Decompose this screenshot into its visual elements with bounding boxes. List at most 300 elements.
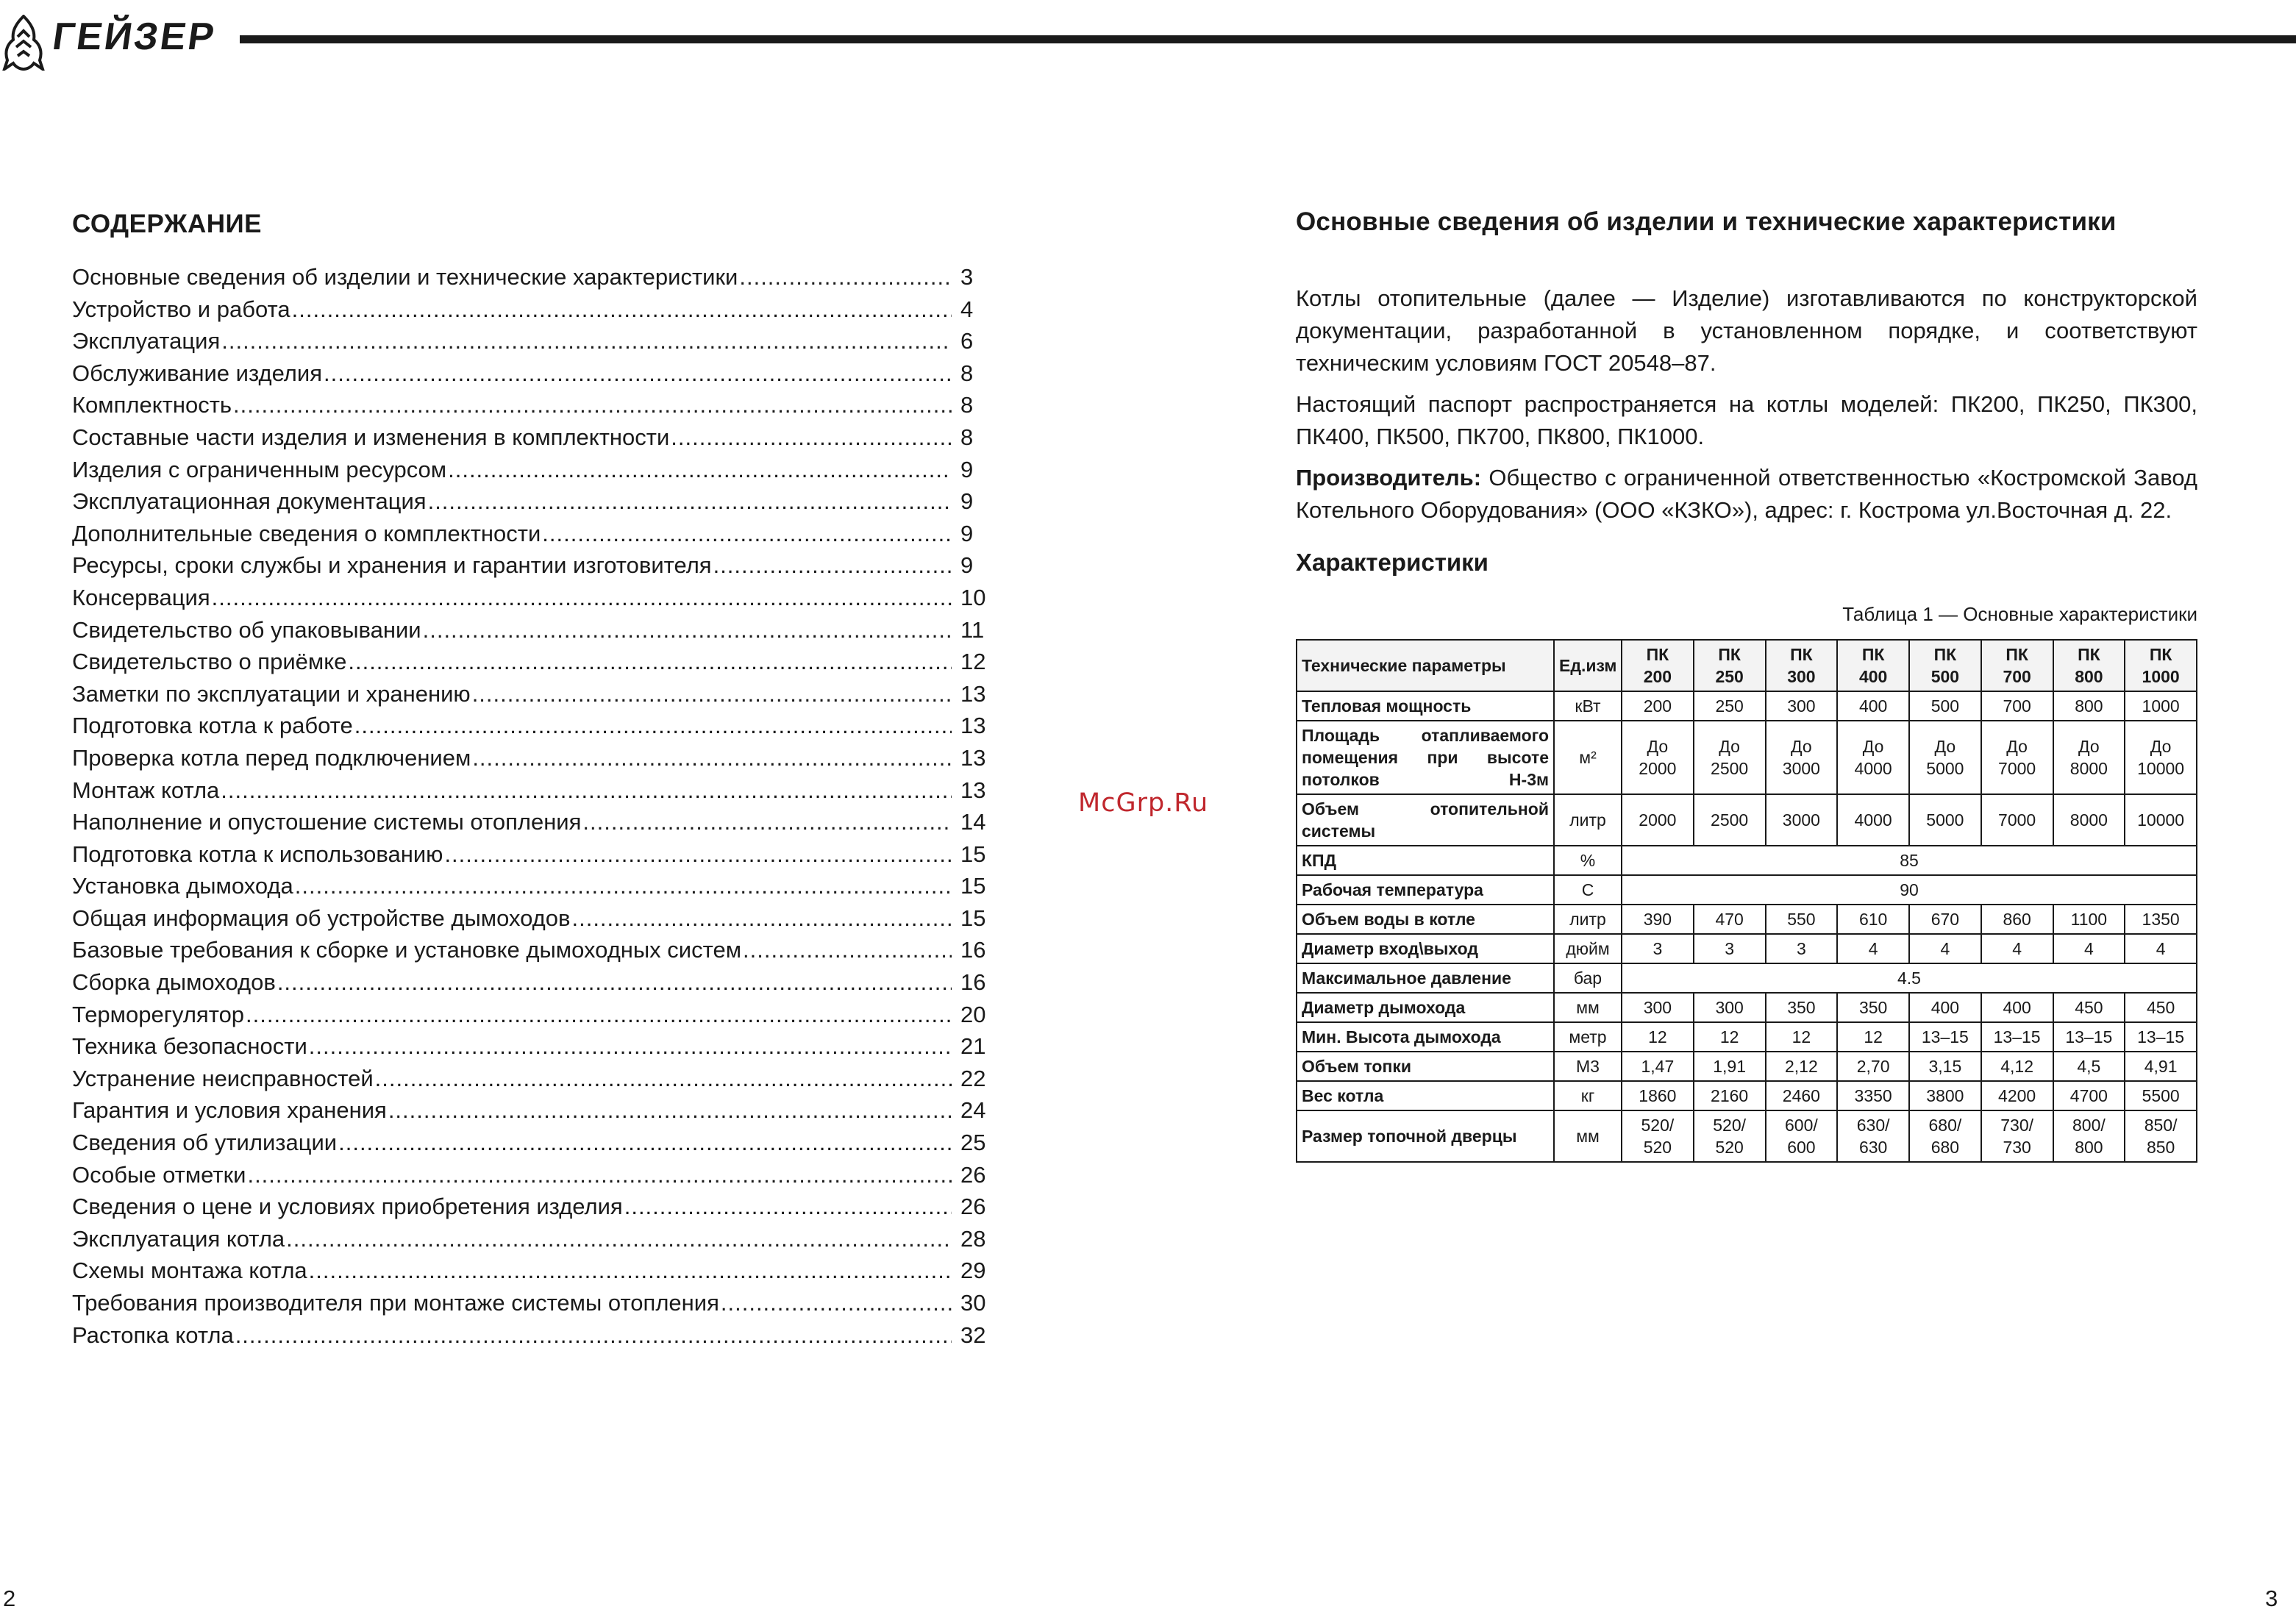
model-number: 700 xyxy=(2003,667,2031,686)
param-cell: Рабочая температура xyxy=(1297,875,1554,905)
toc-item-page: 3 xyxy=(960,264,974,290)
toc-item-label: Сборка дымоходов xyxy=(72,969,276,996)
toc-dot-leader xyxy=(472,678,952,710)
toc-item-page: 30 xyxy=(960,1290,986,1316)
unit-cell: С xyxy=(1554,875,1622,905)
value-cell: 700 xyxy=(1981,691,2053,721)
toc-item-label: Свидетельство об упаковывании xyxy=(72,616,421,643)
geyser-logo-icon xyxy=(1,15,46,71)
toc-item-label: Базовые требования к сборке и установке дымоходных систем xyxy=(72,937,742,963)
toc-item-page: 20 xyxy=(960,1001,986,1027)
value-cell: 200 xyxy=(1622,691,1694,721)
unit-cell: М3 xyxy=(1554,1052,1622,1081)
toc-item-page: 28 xyxy=(960,1225,986,1252)
toc-item-page: 8 xyxy=(960,392,974,418)
value-cell: 850/ 850 xyxy=(2125,1110,2197,1162)
toc-dot-leader xyxy=(671,421,952,454)
toc-item-label: Эксплуатация xyxy=(72,328,221,354)
value-cell: 390 xyxy=(1622,905,1694,934)
toc-item[interactable] xyxy=(72,1223,993,1255)
toc-item[interactable] xyxy=(72,774,993,807)
characteristics-title: Характеристики xyxy=(1296,549,1489,576)
value-cell: 2160 xyxy=(1694,1081,1766,1110)
toc-dot-leader xyxy=(444,838,952,871)
toc-item-label: Требования производителя при монтаже системы отопления xyxy=(72,1290,719,1316)
value-cell: 4,91 xyxy=(2125,1052,2197,1081)
param-cell: Объем воды в котле xyxy=(1297,905,1554,934)
toc-item-label: Терморегулятор xyxy=(72,1001,245,1027)
model-prefix: ПК xyxy=(1790,645,1813,664)
param-cell: Вес котла xyxy=(1297,1081,1554,1110)
model-number: 250 xyxy=(1715,667,1744,686)
toc-item-label: Подготовка котла к работе xyxy=(72,713,353,739)
value-cell: 12 xyxy=(1622,1022,1694,1052)
model-number: 1000 xyxy=(2142,667,2180,686)
param-cell: Площадь отапливаемого помещения при высоте потолков Н-3м xyxy=(1297,721,1554,794)
toc-item-page: 9 xyxy=(960,552,974,579)
toc-item[interactable] xyxy=(72,454,993,486)
value-cell: 520/ 520 xyxy=(1694,1110,1766,1162)
unit-cell: мм xyxy=(1554,1110,1622,1162)
column-header-model xyxy=(1909,640,1981,691)
toc-item[interactable] xyxy=(72,999,993,1031)
value-cell: До 3000 xyxy=(1766,721,1838,794)
toc-item[interactable] xyxy=(72,549,993,582)
header-rule xyxy=(240,35,2296,43)
value-cell: 350 xyxy=(1837,993,1909,1022)
toc-dot-leader xyxy=(295,870,952,902)
toc-dot-leader xyxy=(246,999,952,1031)
toc-dot-leader xyxy=(277,966,952,999)
watermark: McGrp.Ru xyxy=(1078,788,1209,818)
toc-item[interactable] xyxy=(72,1063,993,1095)
column-header-unit: Ед.изм xyxy=(1554,640,1622,691)
toc-dot-leader xyxy=(286,1223,952,1255)
merged-value-cell: 85 xyxy=(1622,846,2197,875)
value-cell: 13–15 xyxy=(2125,1022,2197,1052)
toc-dot-leader xyxy=(388,1094,952,1127)
toc-dot-leader xyxy=(221,774,952,807)
value-cell: 2000 xyxy=(1622,794,1694,846)
value-cell: До 2000 xyxy=(1622,721,1694,794)
value-cell: 4,12 xyxy=(1981,1052,2053,1081)
value-cell: 470 xyxy=(1694,905,1766,934)
unit-cell: литр xyxy=(1554,794,1622,846)
spec-table-body xyxy=(1297,691,2197,1162)
toc-item-page: 32 xyxy=(960,1322,986,1348)
toc-item-label: Монтаж котла xyxy=(72,777,220,803)
toc-item-page: 15 xyxy=(960,841,986,867)
model-prefix: ПК xyxy=(1718,645,1741,664)
value-cell: 13–15 xyxy=(2053,1022,2125,1052)
toc-item[interactable] xyxy=(72,838,993,871)
value-cell: До 8000 xyxy=(2053,721,2125,794)
toc-item[interactable] xyxy=(72,421,993,454)
toc-item[interactable] xyxy=(72,742,993,774)
value-cell: 350 xyxy=(1766,993,1838,1022)
model-number: 200 xyxy=(1643,667,1672,686)
toc-item-page: 29 xyxy=(960,1258,986,1284)
param-cell: Размер топочной дверцы xyxy=(1297,1110,1554,1162)
toc-item-label: Заметки по эксплуатации и хранению xyxy=(72,680,471,707)
unit-cell: литр xyxy=(1554,905,1622,934)
toc-item[interactable] xyxy=(72,1094,993,1127)
table-row xyxy=(1297,794,2197,846)
value-cell: 4 xyxy=(1909,934,1981,963)
value-cell: 1000 xyxy=(2125,691,2197,721)
toc-dot-leader xyxy=(739,261,952,293)
value-cell: 10000 xyxy=(2125,794,2197,846)
toc-item[interactable] xyxy=(72,1191,993,1223)
toc-item-label: Ресурсы, сроки службы и хранения и гарантии изготовителя xyxy=(72,552,712,579)
model-prefix: ПК xyxy=(2078,645,2100,664)
toc-item-label: Наполнение и опустошение системы отопления xyxy=(72,809,582,835)
page-header xyxy=(0,0,2296,81)
unit-cell: м² xyxy=(1554,721,1622,794)
model-prefix: ПК xyxy=(1861,645,1885,664)
unit-cell: кВт xyxy=(1554,691,1622,721)
toc-dot-leader xyxy=(713,549,952,582)
toc-dot-leader xyxy=(309,1030,952,1063)
value-cell: 3 xyxy=(1694,934,1766,963)
value-cell: 7000 xyxy=(1981,794,2053,846)
toc-item-label: Сведения о цене и условиях приобретения изделия xyxy=(72,1194,623,1220)
toc-dot-leader xyxy=(582,806,952,838)
value-cell: 520/ 520 xyxy=(1622,1110,1694,1162)
value-cell: 400 xyxy=(1981,993,2053,1022)
toc-item[interactable] xyxy=(72,293,993,326)
toc-item[interactable] xyxy=(72,1255,993,1287)
toc-item[interactable] xyxy=(72,614,993,646)
value-cell: 3,15 xyxy=(1909,1052,1981,1081)
value-cell: 500 xyxy=(1909,691,1981,721)
value-cell: 8000 xyxy=(2053,794,2125,846)
toc-item-label: Комплектность xyxy=(72,392,232,418)
value-cell: 1,47 xyxy=(1622,1052,1694,1081)
table-of-contents xyxy=(72,210,993,1351)
param-cell: Мин. Высота дымохода xyxy=(1297,1022,1554,1052)
producer-label: Производитель: xyxy=(1296,465,1482,491)
value-cell: 13–15 xyxy=(1909,1022,1981,1052)
merged-value-cell: 4.5 xyxy=(1622,963,2197,993)
value-cell: 670 xyxy=(1909,905,1981,934)
toc-dot-leader xyxy=(624,1191,952,1223)
toc-item[interactable] xyxy=(72,646,993,678)
table-row xyxy=(1297,905,2197,934)
table-row xyxy=(1297,934,2197,963)
producer-paragraph xyxy=(1296,462,2197,527)
toc-item-label: Сведения об утилизации xyxy=(72,1130,338,1156)
value-cell: 3350 xyxy=(1837,1081,1909,1110)
toc-item-page: 15 xyxy=(960,905,986,931)
value-cell: До 7000 xyxy=(1981,721,2053,794)
toc-item[interactable] xyxy=(72,485,993,518)
toc-item-page: 26 xyxy=(960,1161,986,1188)
toc-item-page: 12 xyxy=(960,649,986,675)
toc-item-page: 14 xyxy=(960,809,986,835)
table-row xyxy=(1297,993,2197,1022)
value-cell: 300 xyxy=(1766,691,1838,721)
toc-item-page: 25 xyxy=(960,1130,986,1156)
toc-item-label: Эксплуатационная документация xyxy=(72,488,427,515)
toc-dot-leader xyxy=(309,1255,952,1287)
toc-dot-leader xyxy=(375,1063,952,1095)
toc-list xyxy=(72,261,993,1351)
producer-text: Общество с ограниченной ответственностью «Костромской Завод Котельного Оборудования» (ООО «КЗКО»), адрес: г. Кострома ул.Восточная д. 22. xyxy=(1296,465,2197,523)
toc-item-label: Гарантия и условия хранения xyxy=(72,1097,387,1124)
unit-cell: метр xyxy=(1554,1022,1622,1052)
toc-item[interactable] xyxy=(72,966,993,999)
model-number: 800 xyxy=(2075,667,2103,686)
toc-item-page: 11 xyxy=(960,616,985,643)
toc-dot-leader xyxy=(743,934,952,966)
param-cell: Максимальное давление xyxy=(1297,963,1554,993)
toc-item-page: 16 xyxy=(960,937,986,963)
value-cell: До 4000 xyxy=(1837,721,1909,794)
toc-item[interactable] xyxy=(72,934,993,966)
toc-dot-leader xyxy=(354,710,952,742)
value-cell: 13–15 xyxy=(1981,1022,2053,1052)
model-number: 400 xyxy=(1858,667,1888,686)
model-number: 500 xyxy=(1930,667,1960,686)
value-cell: 5000 xyxy=(1909,794,1981,846)
value-cell: 300 xyxy=(1622,993,1694,1022)
model-prefix: ПК xyxy=(2149,645,2172,664)
value-cell: 450 xyxy=(2053,993,2125,1022)
value-cell: До 10000 xyxy=(2125,721,2197,794)
toc-item-page: 21 xyxy=(960,1033,986,1060)
value-cell: 4700 xyxy=(2053,1081,2125,1110)
column-header-model xyxy=(1837,640,1909,691)
column-header-model xyxy=(1622,640,1694,691)
toc-item-label: Устранение неисправностей xyxy=(72,1065,374,1091)
toc-dot-leader xyxy=(247,1159,952,1191)
column-header-model xyxy=(1981,640,2053,691)
param-cell: КПД xyxy=(1297,846,1554,875)
column-header-model xyxy=(2053,640,2125,691)
param-cell: Объем отопительной системы xyxy=(1297,794,1554,846)
page-number-left: 2 xyxy=(3,1586,16,1611)
toc-dot-leader xyxy=(348,646,952,678)
value-cell: 1100 xyxy=(2053,905,2125,934)
table-caption: Таблица 1 — Основные характеристики xyxy=(1842,603,2197,625)
main-info-section xyxy=(1296,207,2197,1163)
param-cell: Диаметр дымохода xyxy=(1297,993,1554,1022)
toc-dot-leader xyxy=(423,614,952,646)
value-cell: 4 xyxy=(2053,934,2125,963)
column-header-param: Технические параметры xyxy=(1297,640,1554,691)
toc-item-label: Дополнительные сведения о комплектности xyxy=(72,520,541,546)
toc-item[interactable] xyxy=(72,1287,993,1319)
value-cell: 5500 xyxy=(2125,1081,2197,1110)
toc-item[interactable] xyxy=(72,710,993,742)
value-cell: 400 xyxy=(1837,691,1909,721)
unit-cell: мм xyxy=(1554,993,1622,1022)
value-cell: 4200 xyxy=(1981,1081,2053,1110)
value-cell: 2500 xyxy=(1694,794,1766,846)
unit-cell: дюйм xyxy=(1554,934,1622,963)
model-number: 300 xyxy=(1787,667,1816,686)
toc-item-label: Устройство и работа xyxy=(72,296,290,322)
toc-item-label: Консервация xyxy=(72,584,210,610)
toc-item[interactable] xyxy=(72,582,993,614)
value-cell: 12 xyxy=(1837,1022,1909,1052)
toc-item-label: Основные сведения об изделии и технические характеристики xyxy=(72,264,738,290)
toc-item[interactable] xyxy=(72,902,993,935)
intro-paragraph: Котлы отопительные (далее — Изделие) изготавливаются по конструкторской документации, разработанной в установленном порядке, и соответствуют техническим условиям ГОСТ 20548–87. xyxy=(1296,285,2197,376)
param-cell: Тепловая мощность xyxy=(1297,691,1554,721)
toc-item-label: Обслуживание изделия xyxy=(72,360,323,386)
table-row xyxy=(1297,1110,2197,1162)
toc-item-page: 13 xyxy=(960,680,986,707)
toc-title: СОДЕРЖАНИЕ xyxy=(72,210,263,238)
value-cell: 1350 xyxy=(2125,905,2197,934)
toc-item-label: Техника безопасности xyxy=(72,1033,307,1060)
toc-dot-leader xyxy=(324,357,952,390)
value-cell: 3000 xyxy=(1766,794,1838,846)
toc-item-page: 24 xyxy=(960,1097,986,1124)
table-row xyxy=(1297,875,2197,905)
value-cell: 680/ 680 xyxy=(1909,1110,1981,1162)
toc-item-page: 9 xyxy=(960,488,974,515)
toc-item[interactable] xyxy=(72,325,993,357)
merged-value-cell: 90 xyxy=(1622,875,2197,905)
toc-item-label: Общая информация об устройстве дымоходов xyxy=(72,905,571,931)
toc-item[interactable] xyxy=(72,806,993,838)
toc-item-label: Схемы монтажа котла xyxy=(72,1258,307,1284)
value-cell: 4 xyxy=(1837,934,1909,963)
column-header-model xyxy=(2125,640,2197,691)
toc-dot-leader xyxy=(233,389,952,421)
toc-item[interactable] xyxy=(72,1127,993,1159)
value-cell: 2460 xyxy=(1766,1081,1838,1110)
column-header-model xyxy=(1694,640,1766,691)
toc-item[interactable] xyxy=(72,1319,993,1352)
toc-item-label: Установка дымохода xyxy=(72,873,293,899)
value-cell: 4,5 xyxy=(2053,1052,2125,1081)
value-cell: 250 xyxy=(1694,691,1766,721)
model-prefix: ПК xyxy=(1646,645,1669,664)
toc-item-label: Составные части изделия и изменения в комплектности xyxy=(72,424,670,450)
toc-item-label: Растопка котла xyxy=(72,1322,234,1348)
toc-item[interactable] xyxy=(72,357,993,390)
toc-dot-leader xyxy=(235,1319,952,1352)
unit-cell: бар xyxy=(1554,963,1622,993)
param-cell: Диаметр вход\выход xyxy=(1297,934,1554,963)
model-prefix: ПК xyxy=(1933,645,1957,664)
table-row xyxy=(1297,1052,2197,1081)
toc-dot-leader xyxy=(221,325,952,357)
param-cell: Объем топки xyxy=(1297,1052,1554,1081)
toc-item-page: 13 xyxy=(960,744,986,771)
value-cell: 610 xyxy=(1837,905,1909,934)
table-row xyxy=(1297,963,2197,993)
toc-item-label: Свидетельство о приёмке xyxy=(72,649,347,675)
toc-item-page: 8 xyxy=(960,424,974,450)
value-cell: 4 xyxy=(1981,934,2053,963)
toc-dot-leader xyxy=(448,454,952,486)
value-cell: 800 xyxy=(2053,691,2125,721)
table-row xyxy=(1297,721,2197,794)
toc-item-label: Особые отметки xyxy=(72,1161,246,1188)
table-row xyxy=(1297,1081,2197,1110)
unit-cell: % xyxy=(1554,846,1622,875)
value-cell: 400 xyxy=(1909,993,1981,1022)
value-cell: До 5000 xyxy=(1909,721,1981,794)
toc-item-label: Проверка котла перед подключением xyxy=(72,744,471,771)
value-cell: 3 xyxy=(1766,934,1838,963)
value-cell: 12 xyxy=(1694,1022,1766,1052)
value-cell: 450 xyxy=(2125,993,2197,1022)
toc-dot-leader xyxy=(571,902,952,935)
toc-dot-leader xyxy=(542,518,952,550)
toc-item-label: Подготовка котла к использованию xyxy=(72,841,443,867)
models-paragraph: Настоящий паспорт распространяется на котлы моделей: ПК200, ПК250, ПК300, ПК400, ПК500, ПК700, ПК800, ПК1000. xyxy=(1296,391,2197,449)
value-cell: 4 xyxy=(2125,934,2197,963)
value-cell: 800/ 800 xyxy=(2053,1110,2125,1162)
value-cell: До 2500 xyxy=(1694,721,1766,794)
toc-item-label: Эксплуатация котла xyxy=(72,1225,285,1252)
value-cell: 550 xyxy=(1766,905,1838,934)
value-cell: 3800 xyxy=(1909,1081,1981,1110)
toc-item-page: 16 xyxy=(960,969,986,996)
toc-item-page: 13 xyxy=(960,713,986,739)
toc-item-page: 4 xyxy=(960,296,974,322)
toc-dot-leader xyxy=(472,742,952,774)
toc-item[interactable] xyxy=(72,678,993,710)
toc-item-page: 26 xyxy=(960,1194,986,1220)
toc-item[interactable] xyxy=(72,261,993,293)
value-cell: 1,91 xyxy=(1694,1052,1766,1081)
spec-table xyxy=(1296,639,2197,1163)
value-cell: 2,70 xyxy=(1837,1052,1909,1081)
value-cell: 1860 xyxy=(1622,1081,1694,1110)
toc-item-page: 6 xyxy=(960,328,974,354)
value-cell: 3 xyxy=(1622,934,1694,963)
toc-dot-leader xyxy=(428,485,952,518)
value-cell: 600/ 600 xyxy=(1766,1110,1838,1162)
toc-dot-leader xyxy=(721,1287,952,1319)
value-cell: 12 xyxy=(1766,1022,1838,1052)
model-prefix: ПК xyxy=(2006,645,2028,664)
page-number-right: 3 xyxy=(2265,1586,2278,1611)
toc-item[interactable] xyxy=(72,518,993,550)
toc-dot-leader xyxy=(212,582,952,614)
column-header-model xyxy=(1766,640,1838,691)
toc-item[interactable] xyxy=(72,870,993,902)
table-row xyxy=(1297,691,2197,721)
table-row xyxy=(1297,846,2197,875)
toc-item-page: 8 xyxy=(960,360,974,386)
toc-item[interactable] xyxy=(72,389,993,421)
toc-item-page: 15 xyxy=(960,873,986,899)
section-title: Основные сведения об изделии и технические характеристики xyxy=(1296,207,2117,236)
toc-item-label: Изделия с ограниченным ресурсом xyxy=(72,456,447,482)
value-cell: 2,12 xyxy=(1766,1052,1838,1081)
spec-table-header xyxy=(1297,640,2197,691)
toc-item[interactable] xyxy=(72,1030,993,1063)
toc-item-page: 22 xyxy=(960,1065,986,1091)
table-row xyxy=(1297,1022,2197,1052)
value-cell: 300 xyxy=(1694,993,1766,1022)
toc-dot-leader xyxy=(292,293,952,326)
toc-item[interactable] xyxy=(72,1159,993,1191)
toc-item-page: 9 xyxy=(960,456,974,482)
value-cell: 630/ 630 xyxy=(1837,1110,1909,1162)
unit-cell: кг xyxy=(1554,1081,1622,1110)
value-cell: 860 xyxy=(1981,905,2053,934)
brand-name: ГЕЙЗЕР xyxy=(49,15,219,58)
